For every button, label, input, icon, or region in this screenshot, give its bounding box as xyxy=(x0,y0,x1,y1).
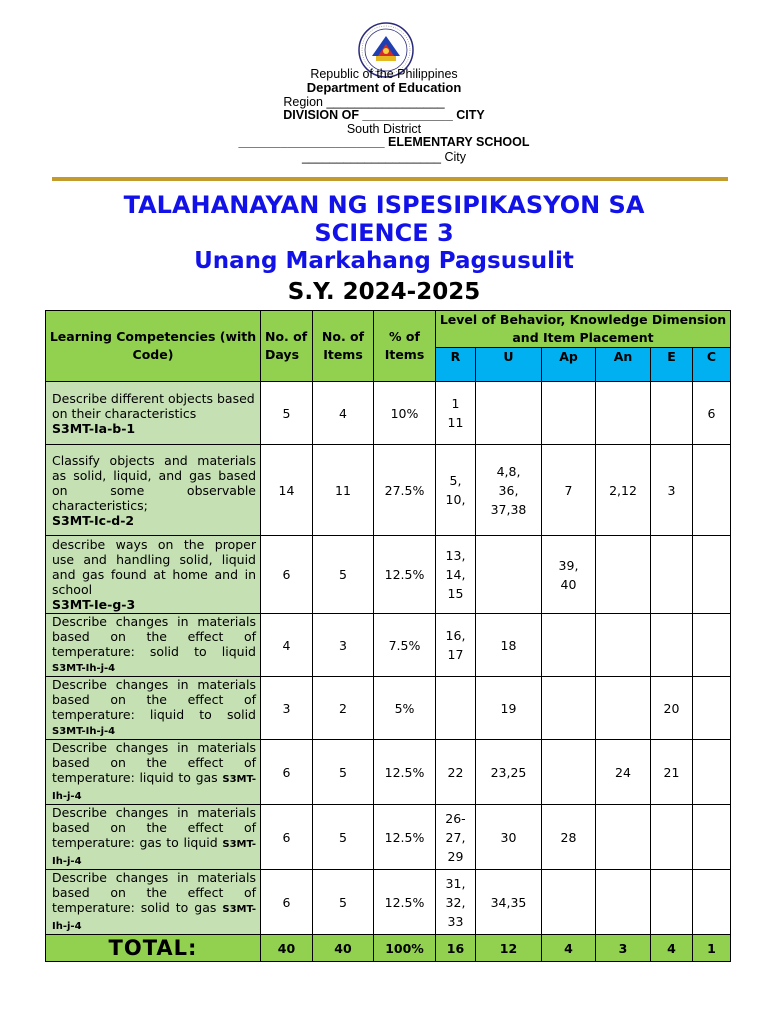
total-e: 4 xyxy=(651,935,693,962)
e-cell xyxy=(651,536,693,614)
competency-code: S3MT-Ih-j-4 xyxy=(52,726,116,737)
ap-cell xyxy=(542,870,596,935)
percent-cell: 10% xyxy=(374,382,436,445)
school-year: S.Y. 2024-2025 xyxy=(287,279,481,305)
u-cell: 4,8, 36, 37,38 xyxy=(476,445,542,536)
table-row xyxy=(46,382,731,445)
items-cell: 2 xyxy=(313,677,374,740)
c-cell xyxy=(693,740,731,805)
competency-code: S3MT-Ih-j-4 xyxy=(52,904,256,932)
table-row xyxy=(46,445,731,536)
u-cell xyxy=(476,536,542,614)
an-cell: 24 xyxy=(596,740,651,805)
header-percent: % of Items xyxy=(374,311,436,382)
school-line: _____________________ ELEMENTARY SCHOOL xyxy=(238,135,530,149)
days-cell: 6 xyxy=(261,740,313,805)
c-cell xyxy=(693,805,731,870)
r-cell: 31, 32, 33 xyxy=(436,870,476,935)
total-u: 12 xyxy=(476,935,542,962)
c-cell xyxy=(693,536,731,614)
total-days: 40 xyxy=(261,935,313,962)
competency-code: S3MT-Ia-b-1 xyxy=(52,420,136,436)
gold-divider xyxy=(52,177,728,181)
r-cell: 16, 17 xyxy=(436,614,476,677)
title-line-1: TALAHANAYAN NG ISPESIPIKASYON SA xyxy=(123,191,645,219)
header-e: E xyxy=(651,348,693,382)
table-row xyxy=(46,740,731,805)
u-cell: 23,25 xyxy=(476,740,542,805)
e-cell: 20 xyxy=(651,677,693,740)
an-cell xyxy=(596,677,651,740)
total-items: 40 xyxy=(313,935,374,962)
competency-code: S3MT-Ie-g-3 xyxy=(52,597,136,612)
title-line-2: SCIENCE 3 xyxy=(314,219,454,247)
ap-cell: 7 xyxy=(542,445,596,536)
percent-cell: 12.5% xyxy=(374,740,436,805)
competency-cell xyxy=(46,382,261,445)
r-cell: 5, 10, xyxy=(436,445,476,536)
days-cell: 6 xyxy=(261,805,313,870)
specification-table xyxy=(45,310,731,962)
an-cell xyxy=(596,614,651,677)
header-ap: Ap xyxy=(542,348,596,382)
e-cell: 21 xyxy=(651,740,693,805)
e-cell xyxy=(651,805,693,870)
items-cell: 5 xyxy=(313,740,374,805)
an-cell xyxy=(596,870,651,935)
c-cell xyxy=(693,445,731,536)
r-cell: 22 xyxy=(436,740,476,805)
competency-desc: Describe changes in materials based on the effect of temperature: liquid to gas xyxy=(52,740,256,785)
u-cell xyxy=(476,382,542,445)
u-cell: 19 xyxy=(476,677,542,740)
items-cell: 5 xyxy=(313,805,374,870)
district-line: South District xyxy=(346,122,422,136)
total-label: TOTAL: xyxy=(46,935,261,962)
ap-cell: 28 xyxy=(542,805,596,870)
ap-cell xyxy=(542,740,596,805)
u-cell: 34,35 xyxy=(476,870,542,935)
ap-cell xyxy=(542,614,596,677)
title-line-3: Unang Markahang Pagsusulit xyxy=(194,248,574,274)
r-cell: 1 11 xyxy=(436,382,476,445)
items-cell: 5 xyxy=(313,870,374,935)
competency-desc: Describe changes in materials based on the effect of temperature: gas to liquid xyxy=(52,805,256,850)
total-row xyxy=(46,935,731,962)
days-cell: 6 xyxy=(261,870,313,935)
days-cell: 4 xyxy=(261,614,313,677)
an-cell xyxy=(596,536,651,614)
department-line: Department of Education xyxy=(306,80,462,95)
republic-line: Republic of the Philippines xyxy=(310,67,458,81)
items-cell: 3 xyxy=(313,614,374,677)
competency-code: S3MT-Ih-j-4 xyxy=(52,839,256,867)
competency-desc: Describe changes in materials based on the effect of temperature: solid to liquid xyxy=(52,614,256,659)
competency-desc: Describe changes in materials based on the effect of temperature: solid to gas xyxy=(52,870,256,915)
percent-cell: 12.5% xyxy=(374,805,436,870)
header-competencies: Learning Competencies (with Code) xyxy=(46,311,261,382)
ap-cell xyxy=(542,677,596,740)
competency-code: S3MT-Ih-j-4 xyxy=(52,774,256,802)
region-line: Region _________________ xyxy=(283,95,445,109)
percent-cell: 12.5% xyxy=(374,870,436,935)
competency-code: S3MT-Ic-d-2 xyxy=(52,512,135,528)
days-cell: 6 xyxy=(261,536,313,614)
days-cell: 5 xyxy=(261,382,313,445)
days-cell: 3 xyxy=(261,677,313,740)
percent-cell: 27.5% xyxy=(374,445,436,536)
e-cell xyxy=(651,870,693,935)
header-c: C xyxy=(693,348,731,382)
an-cell: 2,12 xyxy=(596,445,651,536)
competency-cell xyxy=(46,677,261,740)
header-days: No. of Days xyxy=(261,311,313,382)
competency-desc: Describe changes in materials based on the effect of temperature: liquid to solid xyxy=(52,677,256,722)
c-cell xyxy=(693,677,731,740)
table-row xyxy=(46,870,731,935)
c-cell xyxy=(693,614,731,677)
competency-cell xyxy=(46,870,261,935)
table-row xyxy=(46,536,731,614)
competency-cell xyxy=(46,536,261,614)
total-percent: 100% xyxy=(374,935,436,962)
competency-cell xyxy=(46,614,261,677)
header-an: An xyxy=(596,348,651,382)
percent-cell: 5% xyxy=(374,677,436,740)
table-row xyxy=(46,614,731,677)
e-cell xyxy=(651,614,693,677)
r-cell: 13, 14, 15 xyxy=(436,536,476,614)
items-cell: 11 xyxy=(313,445,374,536)
items-cell: 5 xyxy=(313,536,374,614)
u-cell: 18 xyxy=(476,614,542,677)
table-row xyxy=(46,805,731,870)
percent-cell: 12.5% xyxy=(374,536,436,614)
city-line: ____________________ City xyxy=(301,150,467,164)
total-r: 16 xyxy=(436,935,476,962)
c-cell: 6 xyxy=(693,382,731,445)
competency-desc: describe ways on the proper use and handling solid, liquid and gas found at home and in school xyxy=(52,537,256,597)
percent-cell: 7.5% xyxy=(374,614,436,677)
an-cell xyxy=(596,382,651,445)
total-c: 1 xyxy=(693,935,731,962)
header-u: U xyxy=(476,348,542,382)
items-cell: 4 xyxy=(313,382,374,445)
header-level: Level of Behavior, Knowledge Dimension and Item Placement xyxy=(436,311,731,348)
ap-cell xyxy=(542,382,596,445)
header-r: R xyxy=(436,348,476,382)
division-line: DIVISION OF _____________ CITY xyxy=(283,108,485,122)
total-an: 3 xyxy=(596,935,651,962)
competency-cell xyxy=(46,805,261,870)
c-cell xyxy=(693,870,731,935)
total-ap: 4 xyxy=(542,935,596,962)
r-cell: 26- 27, 29 xyxy=(436,805,476,870)
days-cell: 14 xyxy=(261,445,313,536)
header-items: No. of Items xyxy=(313,311,374,382)
competency-desc: Classify objects and materials as solid, liquid, and gas based on some observable characteristics; xyxy=(52,452,256,513)
ap-cell: 39, 40 xyxy=(542,536,596,614)
u-cell: 30 xyxy=(476,805,542,870)
an-cell xyxy=(596,805,651,870)
competency-code: S3MT-Ih-j-4 xyxy=(52,663,116,674)
e-cell: 3 xyxy=(651,445,693,536)
competency-cell xyxy=(46,740,261,805)
table-row xyxy=(46,677,731,740)
r-cell xyxy=(436,677,476,740)
competency-cell xyxy=(46,445,261,536)
e-cell xyxy=(651,382,693,445)
competency-desc: Describe different objects based on their characteristics xyxy=(52,390,255,421)
